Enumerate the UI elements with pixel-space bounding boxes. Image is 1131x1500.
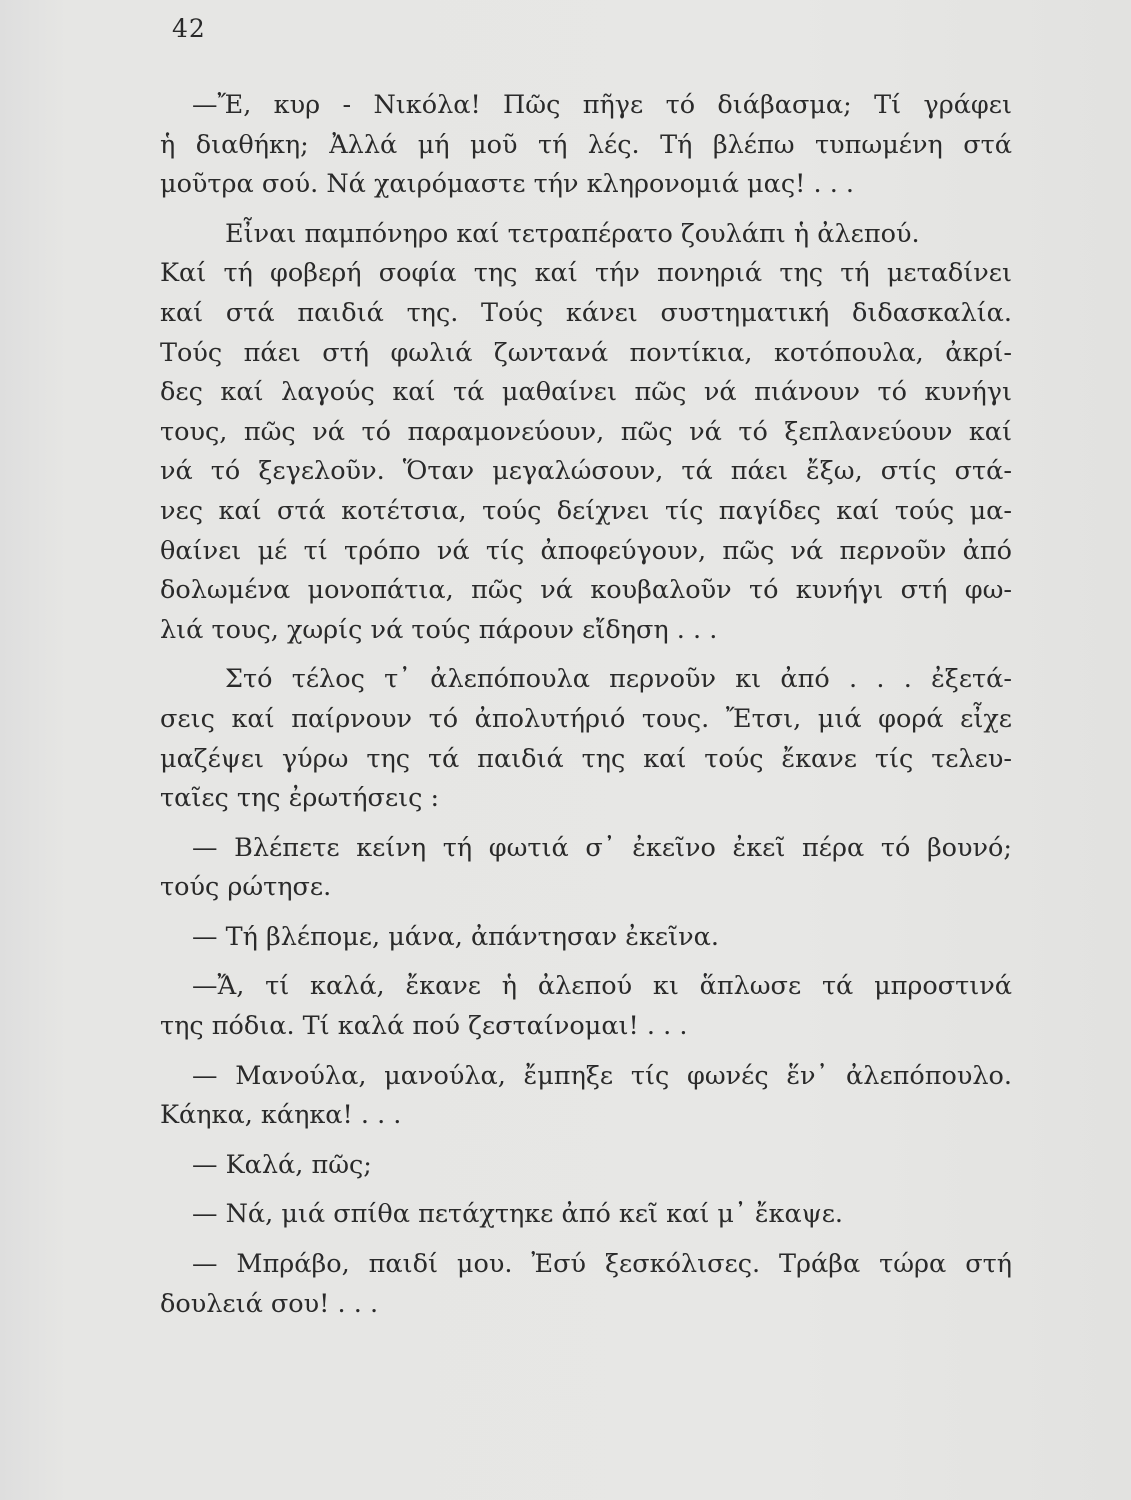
- text-line: νες καί στά κοτέτσια, τούς δείχνει τίς παγίδες καί τούς μα-: [160, 495, 1012, 526]
- paragraph-dialogue-1: [160, 86, 1012, 205]
- text-line: Εἶναι παμπόνηρο καί τετραπέρατο ζουλάπι ἡ ἀλεπού.: [225, 218, 920, 249]
- paragraph-dialogue-7: [160, 1195, 1012, 1235]
- text-line: μοῦτρα σού. Νά χαιρόμαστε τήν κληρονομιά μας! . . .: [160, 169, 855, 200]
- text-line: καί στά παιδιά της. Τούς κάνει συστηματική διδασκαλία.: [160, 297, 1012, 328]
- text-line: Στό τέλος τ᾽ ἀλεπόπουλα περνοῦν κι ἀπό . . . ἐξετά-: [225, 664, 1012, 695]
- text-line: — Βλέπετε κείνη τή φωτιά σ᾽ ἐκεῖνο ἐκεῖ πέρα τό βουνό;: [192, 832, 1012, 863]
- text-line: Κάηκα, κάηκα! . . .: [160, 1100, 402, 1131]
- text-line: — Τή βλέπομε, μάνα, ἀπάντησαν ἐκεῖνα.: [192, 921, 719, 952]
- text-line: —Ἄ, τί καλά, ἔκανε ἡ ἀλεπού κι ἅπλωσε τά μπροστινά: [192, 971, 1012, 1002]
- text-line: νά τό ξεγελοῦν. Ὅταν μεγαλώσουν, τά πάει ἔξω, στίς στά-: [160, 456, 1012, 487]
- paragraph-dialogue-2: [160, 829, 1012, 908]
- page-text: [160, 86, 1012, 1324]
- paragraph-dialogue-3: [160, 918, 1012, 958]
- text-line: σεις καί παίρνουν τό ἀπολυτήριό τους. Ἔτσι, μιά φορά εἶχε: [160, 703, 1012, 734]
- text-line: — Μπράβο, παιδί μου. Ἐσύ ξεσκόλισες. Τράβα τώρα στή: [192, 1249, 1012, 1280]
- text-line: δουλειά σου! . . .: [160, 1288, 379, 1319]
- text-line: της πόδια. Τί καλά πού ζεσταίνομαι! . . .: [160, 1011, 688, 1042]
- text-line: ἡ διαθήκη; Ἀλλά μή μοῦ τή λές. Τή βλέπω τυπωμένη στά: [160, 129, 1012, 160]
- paragraph-dialogue-8: [160, 1245, 1012, 1324]
- text-line: τούς ρώτησε.: [160, 872, 332, 903]
- page-number: 42: [172, 14, 206, 43]
- text-line: — Μανούλα, μανούλα, ἔμπηξε τίς φωνές ἕν᾽ ἀλεπόπουλο.: [192, 1060, 1012, 1091]
- text-line: ταῖες της ἐρωτήσεις :: [160, 783, 440, 814]
- text-line: — Καλά, πῶς;: [192, 1149, 372, 1180]
- text-line: θαίνει μέ τί τρόπο νά τίς ἀποφεύγουν, πῶς νά περνοῦν ἀπό: [160, 535, 1012, 566]
- text-line: μαζέψει γύρω της τά παιδιά της καί τούς ἔκανε τίς τελευ-: [160, 743, 1012, 774]
- text-line: δες καί λαγούς καί τά μαθαίνει πῶς νά πιάνουν τό κυνήγι: [160, 377, 1012, 408]
- text-line: τους, πῶς νά τό παραμονεύουν, πῶς νά τό ξεπλανεύουν καί: [160, 416, 1012, 447]
- paragraph-fox-description: [160, 215, 1012, 651]
- text-line: — Νά, μιά σπίθα πετάχτηκε ἀπό κεῖ καί μ᾽ ἔκαψε.: [192, 1199, 844, 1230]
- text-line: —Ἔ, κυρ - Νικόλα! Πῶς πῆγε τό διάβασμα; Τί γράφει: [192, 90, 1012, 120]
- text-line: Τούς πάει στή φωλιά ζωντανά ποντίκια, κοτόπουλα, ἀκρί-: [160, 337, 1012, 368]
- text-line: Καί τή φοβερή σοφία της καί τήν πονηριά της τή μεταδίνει: [160, 258, 1012, 289]
- text-line: λιά τους, χωρίς νά τούς πάρουν εἴδηση . . .: [160, 614, 718, 645]
- paragraph-dialogue-5: [160, 1057, 1012, 1136]
- text-line: δολωμένα μονοπάτια, πῶς νά κουβαλοῦν τό κυνήγι στή φω-: [160, 575, 1012, 606]
- paragraph-exams: [160, 660, 1012, 818]
- paragraph-dialogue-6: [160, 1146, 1012, 1186]
- paragraph-dialogue-4: [160, 967, 1012, 1046]
